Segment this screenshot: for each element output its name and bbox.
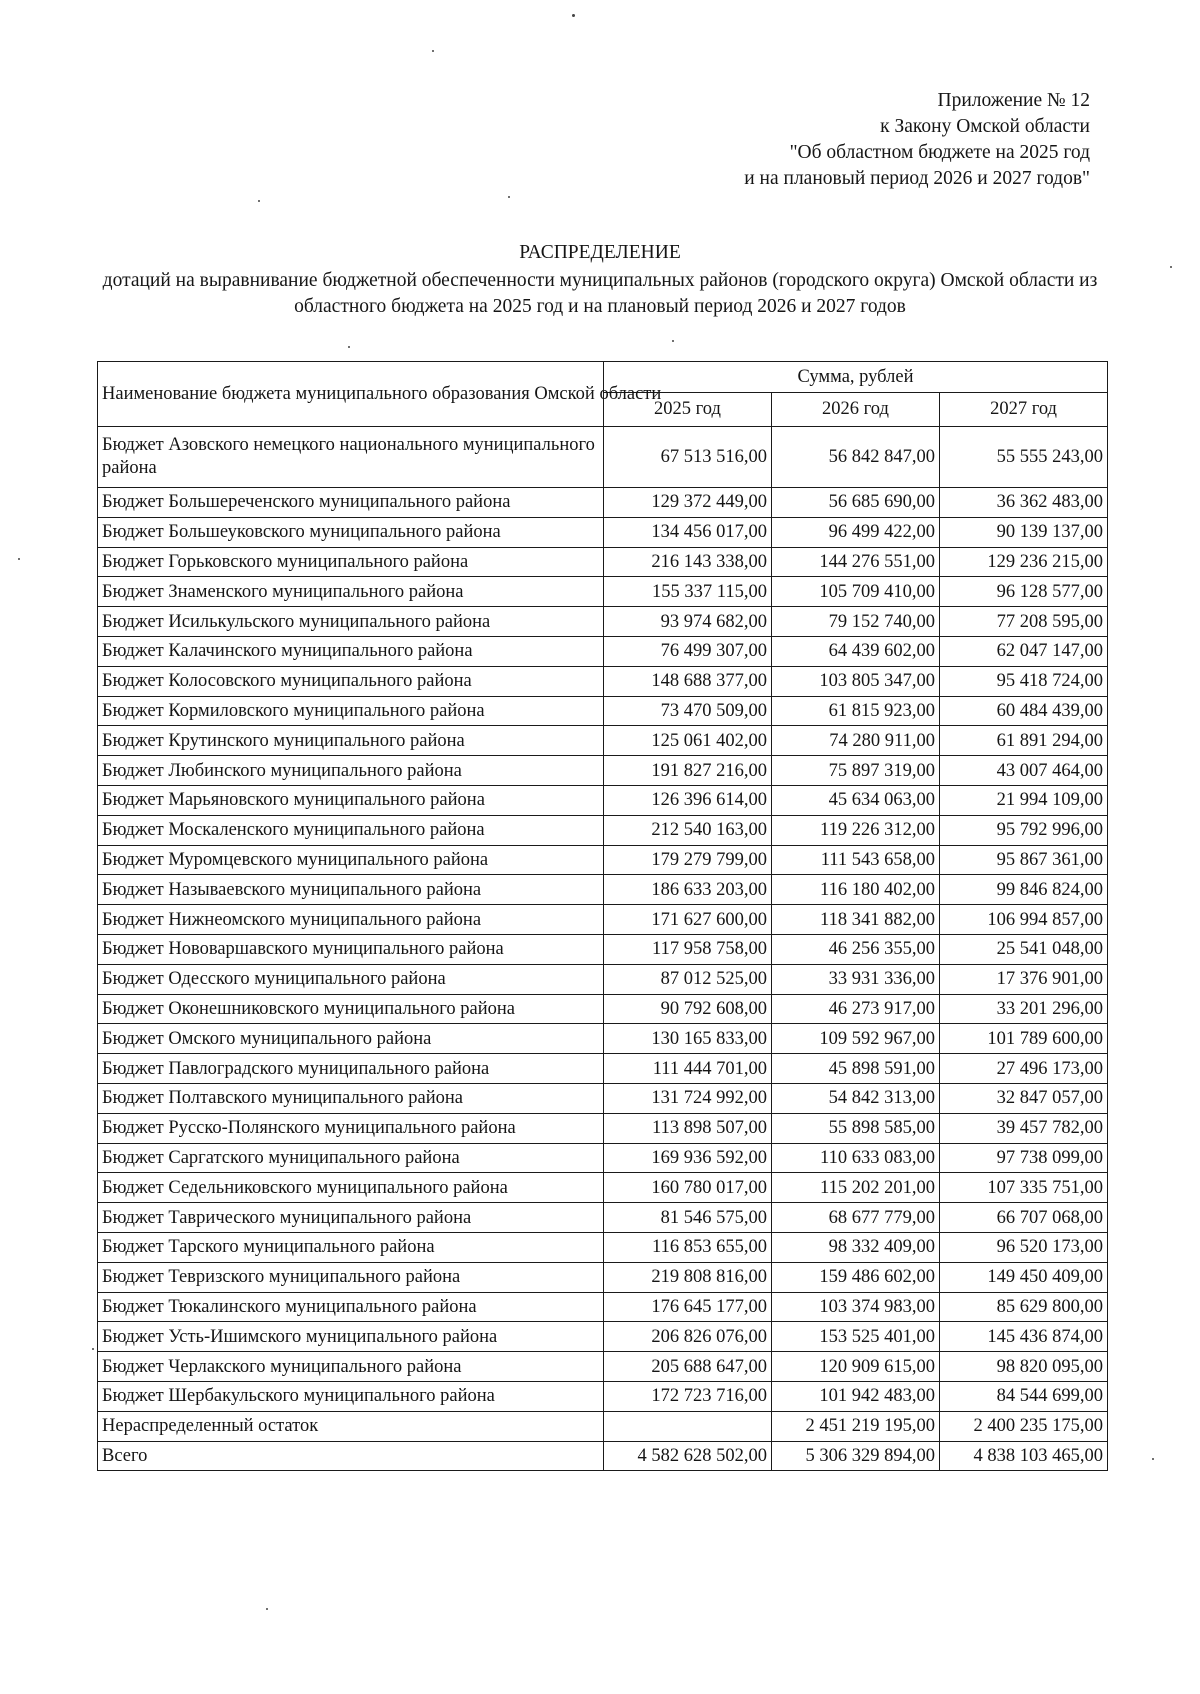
amount-2027-cell: 21 994 109,00 [940, 785, 1108, 815]
amount-2027-cell: 129 236 215,00 [940, 547, 1108, 577]
row-name-cell: Бюджет Саргатского муниципального района [98, 1143, 604, 1173]
amount-2027-cell: 98 820 095,00 [940, 1352, 1108, 1382]
amount-2025-cell: 169 936 592,00 [604, 1143, 772, 1173]
scan-speck [92, 1348, 94, 1350]
amount-2026-cell: 110 633 083,00 [772, 1143, 940, 1173]
row-name-cell: Бюджет Тарского муниципального района [98, 1232, 604, 1262]
amount-2026-cell: 144 276 551,00 [772, 547, 940, 577]
amount-2027-cell: 4 838 103 465,00 [940, 1441, 1108, 1471]
table-row [98, 577, 1108, 607]
amount-2025-cell: 126 396 614,00 [604, 785, 772, 815]
table-row [98, 488, 1108, 518]
amount-2027-cell: 95 867 361,00 [940, 845, 1108, 875]
amount-2027-cell: 85 629 800,00 [940, 1292, 1108, 1322]
amount-2026-cell: 103 374 983,00 [772, 1292, 940, 1322]
row-name-cell: Бюджет Называевского муниципального района [98, 875, 604, 905]
table-row [98, 1292, 1108, 1322]
amount-2025-cell: 176 645 177,00 [604, 1292, 772, 1322]
amount-2026-cell: 46 273 917,00 [772, 994, 940, 1024]
scan-speck [348, 346, 350, 348]
amount-2027-cell: 107 335 751,00 [940, 1173, 1108, 1203]
table-row [98, 1441, 1108, 1471]
row-name-cell: Бюджет Азовского немецкого национального муниципального района [98, 427, 604, 488]
row-name-cell: Бюджет Нижнеомского муниципального района [98, 905, 604, 935]
appendix-line-2: к Закону Омской области [880, 116, 1090, 137]
amount-2027-cell: 90 139 137,00 [940, 517, 1108, 547]
amount-2025-cell: 216 143 338,00 [604, 547, 772, 577]
amount-2025-cell: 111 444 701,00 [604, 1054, 772, 1084]
appendix-header [744, 88, 1090, 192]
table-row [98, 547, 1108, 577]
amount-2027-cell: 101 789 600,00 [940, 1024, 1108, 1054]
amount-2027-cell: 106 994 857,00 [940, 905, 1108, 935]
amount-2026-cell: 61 815 923,00 [772, 696, 940, 726]
scan-speck [1152, 1458, 1154, 1460]
row-name-cell: Бюджет Любинского муниципального района [98, 756, 604, 786]
row-name-cell: Бюджет Крутинского муниципального района [98, 726, 604, 756]
amount-2027-cell: 95 418 724,00 [940, 666, 1108, 696]
amount-2026-cell: 153 525 401,00 [772, 1322, 940, 1352]
row-name-cell: Бюджет Омского муниципального района [98, 1024, 604, 1054]
amount-2026-cell: 55 898 585,00 [772, 1113, 940, 1143]
table-row [98, 1113, 1108, 1143]
row-name-cell: Бюджет Марьяновского муниципального района [98, 785, 604, 815]
table-row [98, 696, 1108, 726]
amount-2025-cell: 186 633 203,00 [604, 875, 772, 905]
table-row [98, 905, 1108, 935]
scan-speck [432, 50, 434, 52]
row-name-cell: Всего [98, 1441, 604, 1471]
table-body [98, 427, 1108, 1471]
table-row [98, 726, 1108, 756]
row-name-cell: Бюджет Москаленского муниципального района [98, 815, 604, 845]
row-name-cell: Бюджет Калачинского муниципального района [98, 636, 604, 666]
amount-2026-cell: 119 226 312,00 [772, 815, 940, 845]
table-row [98, 1262, 1108, 1292]
amount-2027-cell: 36 362 483,00 [940, 488, 1108, 518]
amount-2025-cell: 160 780 017,00 [604, 1173, 772, 1203]
amount-2025-cell: 134 456 017,00 [604, 517, 772, 547]
amount-2026-cell: 120 909 615,00 [772, 1352, 940, 1382]
title-subtitle: дотаций на выравнивание бюджетной обеспеченности муниципальных районов (городского округа) Омской области из областного бюджета на 2025 год и на плановый период 2026 и 2027 годов [102, 270, 1098, 317]
appendix-line-4: и на плановый период 2026 и 2027 годов" [744, 168, 1090, 189]
amount-2025-cell: 205 688 647,00 [604, 1352, 772, 1382]
appendix-line-1: Приложение № 12 [937, 90, 1090, 111]
amount-2027-cell: 145 436 874,00 [940, 1322, 1108, 1352]
row-name-cell: Бюджет Одесского муниципального района [98, 964, 604, 994]
amount-2027-cell: 77 208 595,00 [940, 607, 1108, 637]
amount-2027-cell: 149 450 409,00 [940, 1262, 1108, 1292]
amount-2026-cell: 103 805 347,00 [772, 666, 940, 696]
document-title [0, 240, 1200, 320]
row-name-cell: Бюджет Шербакульского муниципального района [98, 1381, 604, 1411]
amount-2027-cell: 62 047 147,00 [940, 636, 1108, 666]
row-name-cell: Бюджет Седельниковского муниципального района [98, 1173, 604, 1203]
amount-2025-cell: 155 337 115,00 [604, 577, 772, 607]
table-row [98, 1203, 1108, 1233]
amount-2025-cell: 172 723 716,00 [604, 1381, 772, 1411]
amount-2026-cell: 56 685 690,00 [772, 488, 940, 518]
amount-2027-cell: 61 891 294,00 [940, 726, 1108, 756]
row-name-cell: Бюджет Нововаршавского муниципального района [98, 934, 604, 964]
amount-2026-cell: 33 931 336,00 [772, 964, 940, 994]
amount-2026-cell: 56 842 847,00 [772, 427, 940, 488]
amount-2026-cell: 2 451 219 195,00 [772, 1411, 940, 1441]
amount-2025-cell: 93 974 682,00 [604, 607, 772, 637]
scan-speck [508, 196, 510, 198]
amount-2027-cell: 99 846 824,00 [940, 875, 1108, 905]
row-name-cell: Бюджет Усть-Ишимского муниципального района [98, 1322, 604, 1352]
amount-2026-cell: 115 202 201,00 [772, 1173, 940, 1203]
row-name-cell: Бюджет Черлакского муниципального района [98, 1352, 604, 1382]
table-row [98, 517, 1108, 547]
table-row [98, 1143, 1108, 1173]
table-row [98, 756, 1108, 786]
table-row [98, 607, 1108, 637]
row-name-cell: Бюджет Русско-Полянского муниципального района [98, 1113, 604, 1143]
table-row [98, 1054, 1108, 1084]
amount-2027-cell: 32 847 057,00 [940, 1083, 1108, 1113]
amount-2025-cell: 67 513 516,00 [604, 427, 772, 488]
scan-speck [672, 340, 674, 342]
table-row [98, 964, 1108, 994]
column-header-2027: 2027 год [940, 392, 1108, 426]
table-row [98, 934, 1108, 964]
amount-2027-cell: 60 484 439,00 [940, 696, 1108, 726]
amount-2027-cell: 95 792 996,00 [940, 815, 1108, 845]
amount-2025-cell: 219 808 816,00 [604, 1262, 772, 1292]
amount-2025-cell: 212 540 163,00 [604, 815, 772, 845]
amount-2026-cell: 5 306 329 894,00 [772, 1441, 940, 1471]
table-row [98, 636, 1108, 666]
amount-2027-cell: 39 457 782,00 [940, 1113, 1108, 1143]
amount-2025-cell: 116 853 655,00 [604, 1232, 772, 1262]
subsidy-table [97, 361, 1108, 1471]
amount-2025-cell: 76 499 307,00 [604, 636, 772, 666]
row-name-cell: Бюджет Тевризского муниципального района [98, 1262, 604, 1292]
amount-2025-cell: 81 546 575,00 [604, 1203, 772, 1233]
scan-speck [1170, 266, 1172, 268]
table-row [98, 1083, 1108, 1113]
amount-2026-cell: 64 439 602,00 [772, 636, 940, 666]
amount-2026-cell: 101 942 483,00 [772, 1381, 940, 1411]
column-header-2026: 2026 год [772, 392, 940, 426]
table-row [98, 1024, 1108, 1054]
row-name-cell: Бюджет Тюкалинского муниципального района [98, 1292, 604, 1322]
amount-2026-cell: 45 898 591,00 [772, 1054, 940, 1084]
amount-2025-cell: 90 792 608,00 [604, 994, 772, 1024]
table-row [98, 875, 1108, 905]
amount-2025-cell: 191 827 216,00 [604, 756, 772, 786]
amount-2026-cell: 116 180 402,00 [772, 875, 940, 905]
amount-2025-cell: 113 898 507,00 [604, 1113, 772, 1143]
row-name-cell: Бюджет Павлоградского муниципального района [98, 1054, 604, 1084]
amount-2026-cell: 111 543 658,00 [772, 845, 940, 875]
amount-2026-cell: 96 499 422,00 [772, 517, 940, 547]
table-row [98, 845, 1108, 875]
row-name-cell: Бюджет Большеуковского муниципального района [98, 517, 604, 547]
table-row [98, 785, 1108, 815]
amount-2026-cell: 75 897 319,00 [772, 756, 940, 786]
amount-2027-cell: 97 738 099,00 [940, 1143, 1108, 1173]
amount-2025-cell: 73 470 509,00 [604, 696, 772, 726]
table-row [98, 1322, 1108, 1352]
amount-2026-cell: 68 677 779,00 [772, 1203, 940, 1233]
amount-2027-cell: 17 376 901,00 [940, 964, 1108, 994]
row-name-cell: Бюджет Полтавского муниципального района [98, 1083, 604, 1113]
amount-2027-cell: 84 544 699,00 [940, 1381, 1108, 1411]
column-header-2025: 2025 год [604, 392, 772, 426]
amount-2026-cell: 105 709 410,00 [772, 577, 940, 607]
table-row [98, 427, 1108, 488]
amount-2026-cell: 74 280 911,00 [772, 726, 940, 756]
amount-2027-cell: 27 496 173,00 [940, 1054, 1108, 1084]
amount-2025-cell: 87 012 525,00 [604, 964, 772, 994]
row-name-cell: Бюджет Горьковского муниципального района [98, 547, 604, 577]
amount-2026-cell: 98 332 409,00 [772, 1232, 940, 1262]
table-row [98, 815, 1108, 845]
amount-2027-cell: 25 541 048,00 [940, 934, 1108, 964]
amount-2027-cell: 33 201 296,00 [940, 994, 1108, 1024]
scan-speck [572, 14, 575, 17]
row-name-cell: Бюджет Знаменского муниципального района [98, 577, 604, 607]
row-name-cell: Бюджет Муромцевского муниципального района [98, 845, 604, 875]
amount-2027-cell: 2 400 235 175,00 [940, 1411, 1108, 1441]
amount-2025-cell [604, 1411, 772, 1441]
row-name-cell: Бюджет Оконешниковского муниципального района [98, 994, 604, 1024]
amount-2025-cell: 130 165 833,00 [604, 1024, 772, 1054]
amount-2026-cell: 45 634 063,00 [772, 785, 940, 815]
scan-speck [18, 558, 20, 560]
column-header-name: Наименование бюджета муниципального образования Омской области [98, 362, 604, 427]
amount-2027-cell: 96 128 577,00 [940, 577, 1108, 607]
table-row [98, 1352, 1108, 1382]
amount-2026-cell: 118 341 882,00 [772, 905, 940, 935]
scan-speck [266, 1608, 268, 1610]
table-row [98, 1381, 1108, 1411]
amount-2026-cell: 46 256 355,00 [772, 934, 940, 964]
amount-2026-cell: 79 152 740,00 [772, 607, 940, 637]
table-header [98, 362, 1108, 427]
amount-2026-cell: 159 486 602,00 [772, 1262, 940, 1292]
table-row [98, 1173, 1108, 1203]
row-name-cell: Нераспределенный остаток [98, 1411, 604, 1441]
amount-2027-cell: 66 707 068,00 [940, 1203, 1108, 1233]
amount-2025-cell: 206 826 076,00 [604, 1322, 772, 1352]
amount-2027-cell: 55 555 243,00 [940, 427, 1108, 488]
table-row [98, 994, 1108, 1024]
amount-2025-cell: 117 958 758,00 [604, 934, 772, 964]
row-name-cell: Бюджет Кормиловского муниципального района [98, 696, 604, 726]
row-name-cell: Бюджет Колосовского муниципального района [98, 666, 604, 696]
table-row [98, 1411, 1108, 1441]
amount-2025-cell: 131 724 992,00 [604, 1083, 772, 1113]
amount-2025-cell: 171 627 600,00 [604, 905, 772, 935]
scan-speck [258, 200, 260, 202]
amount-2025-cell: 125 061 402,00 [604, 726, 772, 756]
row-name-cell: Бюджет Большереченского муниципального района [98, 488, 604, 518]
amount-2025-cell: 129 372 449,00 [604, 488, 772, 518]
row-name-cell: Бюджет Исилькульского муниципального района [98, 607, 604, 637]
title-heading: РАСПРЕДЕЛЕНИЕ [519, 242, 681, 263]
appendix-line-3: "Об областном бюджете на 2025 год [789, 142, 1090, 163]
amount-2025-cell: 4 582 628 502,00 [604, 1441, 772, 1471]
column-header-sum: Сумма, рублей [604, 362, 1108, 393]
amount-2026-cell: 109 592 967,00 [772, 1024, 940, 1054]
amount-2027-cell: 96 520 173,00 [940, 1232, 1108, 1262]
table-row [98, 666, 1108, 696]
amount-2025-cell: 148 688 377,00 [604, 666, 772, 696]
table-row [98, 1232, 1108, 1262]
amount-2025-cell: 179 279 799,00 [604, 845, 772, 875]
row-name-cell: Бюджет Таврического муниципального района [98, 1203, 604, 1233]
amount-2026-cell: 54 842 313,00 [772, 1083, 940, 1113]
amount-2027-cell: 43 007 464,00 [940, 756, 1108, 786]
